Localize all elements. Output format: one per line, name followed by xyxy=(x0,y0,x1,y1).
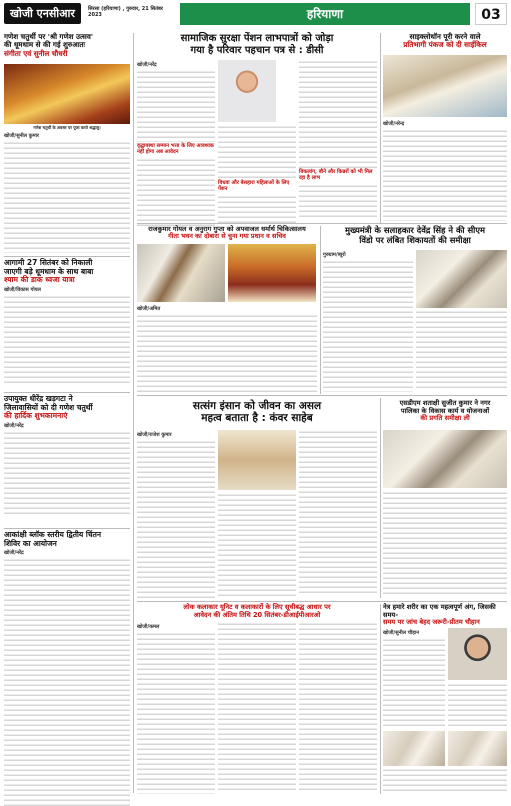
story-gita-body xyxy=(137,304,317,392)
byline: खोजी/नरेन्द्र xyxy=(383,121,405,127)
story-satsang-body-1 xyxy=(137,430,215,598)
headline-line: विंडो पर लंबित शिकायतों की समीक्षा xyxy=(359,234,471,245)
story-satsang-body-3 xyxy=(299,430,377,598)
body-text xyxy=(448,683,507,726)
headline-line: मुख्यमंत्री के सलाहकार देवेंद्र सिंह ने की सीएम xyxy=(345,225,485,235)
satsang-photo xyxy=(218,430,296,490)
story-gita xyxy=(137,226,317,241)
story-cycle xyxy=(383,33,507,50)
body-text xyxy=(218,493,296,596)
headline-line: जिलावासियों को दी गणेश चतुर्थी xyxy=(4,402,93,412)
story-eye-body-bottom xyxy=(383,768,507,794)
body-text xyxy=(137,70,215,142)
body-text xyxy=(323,260,413,392)
divider xyxy=(137,223,507,224)
headline-line: एसडीएम शताक्षी सुजीत कुमार ने नगर xyxy=(399,399,491,407)
story-lok-body-2 xyxy=(218,622,296,794)
dc-portrait xyxy=(218,60,276,122)
headline-line: समय पर जांच बेहद जरूरी-प्रीतम चौहान xyxy=(383,618,480,627)
story-cm-window xyxy=(323,226,507,245)
body-text xyxy=(299,60,377,168)
story-eye-body-mid xyxy=(448,683,507,728)
byline: खोजी/नरेंद्र xyxy=(4,422,24,429)
headline-line: की हार्दिक शुभकामनाएं xyxy=(4,411,68,421)
byline: खोजी/नरेंद्र xyxy=(4,550,24,557)
body-text xyxy=(218,195,296,223)
headline xyxy=(383,604,507,627)
pritam-chauhan-portrait xyxy=(448,628,507,680)
headline-line: महत्व बताता है : कंवर साहेब xyxy=(201,412,313,425)
story-ganesh-body xyxy=(4,131,130,253)
body-text xyxy=(218,125,296,179)
story-cm-body-left xyxy=(323,250,413,392)
eye-camp-photo-2 xyxy=(448,731,507,766)
headline xyxy=(4,531,130,548)
page-number: 03 xyxy=(475,3,507,25)
headline-line: प्रतिभागी पंकज को दी साईकिल xyxy=(403,40,487,50)
masthead xyxy=(0,0,511,30)
story-satsang xyxy=(137,400,377,424)
photo-caption: गणेश चतुर्थी के अवसर पर पूजा करते श्रद्धालु। xyxy=(33,125,101,130)
headline xyxy=(137,400,377,424)
story-cm-body-right xyxy=(416,310,507,392)
section-title: हरियाणा xyxy=(180,3,470,25)
headline-line: श्याम की डाक ध्वजा यात्रा xyxy=(4,275,75,285)
subhead: विकलांग, बौने और किन्नरों को भी मिल रहा है लाभ xyxy=(299,169,373,181)
story-eye-camp xyxy=(383,604,507,627)
body-text xyxy=(137,314,317,392)
divider xyxy=(137,601,507,602)
headline-line: शिविर का आयोजन xyxy=(4,538,57,548)
gita-stage-photo xyxy=(228,244,316,302)
column-divider xyxy=(320,226,321,394)
divider xyxy=(4,392,130,393)
brand-logo: खोजी एनसीआर xyxy=(4,3,81,24)
ganesh-photo xyxy=(4,64,130,124)
headline xyxy=(4,259,130,285)
headline xyxy=(383,33,507,50)
story-eye-body-top xyxy=(383,628,445,728)
story-dc-wishes xyxy=(4,395,130,515)
headline xyxy=(137,33,377,56)
headline-line: आगामी 27 सितंबर को निकाली xyxy=(4,258,93,267)
headline xyxy=(4,395,130,421)
byline: गुरुग्राम/ब्यूरो xyxy=(323,252,346,258)
story-pension-body-left xyxy=(137,60,215,220)
sdm-meeting-photo xyxy=(383,430,507,488)
headline-line: पालिका के विकास कार्य व योजनाओं xyxy=(400,406,490,415)
body-text xyxy=(299,430,377,596)
byline: खोजी/सुनील चौहान xyxy=(383,630,419,636)
subhead: विधवा और बेसहारा महिलाओं के लिए पेंशन xyxy=(218,180,290,192)
gita-group-photo xyxy=(137,244,225,302)
headline xyxy=(137,604,377,619)
body-text xyxy=(299,184,377,220)
body-text xyxy=(383,638,445,726)
byline: खोजी/कमल xyxy=(137,624,160,630)
byline: खोजी/नरेंद्र xyxy=(137,62,157,68)
story-pension-body-right xyxy=(299,60,377,220)
story-akanksha xyxy=(4,531,130,806)
body-text xyxy=(4,431,130,515)
headline-line: गीता भवन का दोबारा से चुना गया प्रधान व सचिव xyxy=(168,232,286,241)
body-text xyxy=(4,295,130,383)
column-divider xyxy=(380,398,381,598)
story-lok-kalakar xyxy=(137,604,377,619)
headline xyxy=(383,400,507,423)
body-text xyxy=(218,622,296,792)
headline-line: उपायुक्त धीरेंद्र खड़गटा ने xyxy=(4,394,73,403)
body-text xyxy=(4,141,130,253)
body-text xyxy=(299,622,377,792)
story-sdm-body xyxy=(383,491,507,598)
story-ganesh xyxy=(4,33,130,58)
headline-line: की धूमधाम से की गई शुरुआतः xyxy=(4,40,86,50)
headline xyxy=(323,226,507,245)
headline-line: सामाजिक सुरक्षा पेंशन लाभपात्रों को जोड़ा xyxy=(180,33,334,44)
story-satsang-body-2 xyxy=(218,493,296,598)
body-text xyxy=(4,558,130,806)
headline-line: नेत्र हमारे शरीर का एक महत्वपूर्ण अंग, जिसकी समय- xyxy=(383,603,496,619)
date-line: सिरसा (हरियाणा) , गुरुवार, 21 सितंबर 2023 xyxy=(88,6,163,18)
headline-line: आवेदन की अंतिम तिथि 20 सितंबर-डीआईपीआरओ xyxy=(193,610,321,619)
story-pension-body-mid xyxy=(218,125,296,220)
headline xyxy=(4,33,130,58)
subhead: वृद्धावस्था सम्मान भत्ता के लिए आवश्यक नहीं होगा अब आवेदन xyxy=(137,143,214,155)
body-text xyxy=(383,491,507,596)
divider xyxy=(4,256,130,257)
body-text xyxy=(416,310,507,390)
cycle-photo xyxy=(383,55,507,117)
story-pension xyxy=(137,33,377,56)
body-text xyxy=(383,768,507,792)
headline-line: की प्रगति समीक्षा ली xyxy=(420,414,470,423)
headline-line: लोक कलाकार यूनिट व कलाकारों के लिए सूचीबद्ध आधार पर xyxy=(183,603,331,611)
headline-line: साइक्लोथॉन पूरी करने वाले xyxy=(409,32,481,41)
body-text xyxy=(383,129,507,221)
story-shyam xyxy=(4,259,130,383)
byline: खोजी/सुनील कुमार xyxy=(4,133,39,139)
eye-camp-photo-1 xyxy=(383,731,445,766)
divider xyxy=(4,528,130,529)
column-divider xyxy=(133,33,134,793)
byline: खोजी/अमित xyxy=(137,306,161,312)
column-divider xyxy=(380,604,381,794)
story-lok-body-1 xyxy=(137,622,215,794)
divider xyxy=(137,395,507,396)
cm-meeting-photo xyxy=(416,250,507,308)
headline-line: संगीता एवं सुनील चौधरी xyxy=(4,48,68,58)
headline-line: जाएगी बड़े धूमधाम के साथ बाबा xyxy=(4,266,94,276)
column-divider xyxy=(380,33,381,223)
headline-line: राजकुमार गोयल व अनुराग गुप्ता को अपवाजल धर्मार्थ चिकित्सालय xyxy=(148,225,306,233)
body-text xyxy=(137,632,215,794)
story-lok-body-3 xyxy=(299,622,377,794)
story-sdm xyxy=(383,400,507,423)
body-text xyxy=(137,440,215,598)
body-text xyxy=(137,158,215,226)
byline: खोजी/विकास गोयल xyxy=(4,286,41,293)
headline xyxy=(137,226,317,241)
headline-line: गया है परिवार पहचान पत्र से : डीसी xyxy=(190,44,324,56)
headline-line: गणेश चतुर्थी पर 'श्री गणेश उत्सव' xyxy=(4,32,94,41)
story-cycle-body xyxy=(383,119,507,221)
headline-line: आकांक्षी ब्लॉक स्तरीय द्वितीय चिंतन xyxy=(4,530,102,539)
headline-line: सत्संग इंसान को जीवन का असल xyxy=(192,400,322,412)
byline: खोजी/राजेश कुमार xyxy=(137,432,172,438)
